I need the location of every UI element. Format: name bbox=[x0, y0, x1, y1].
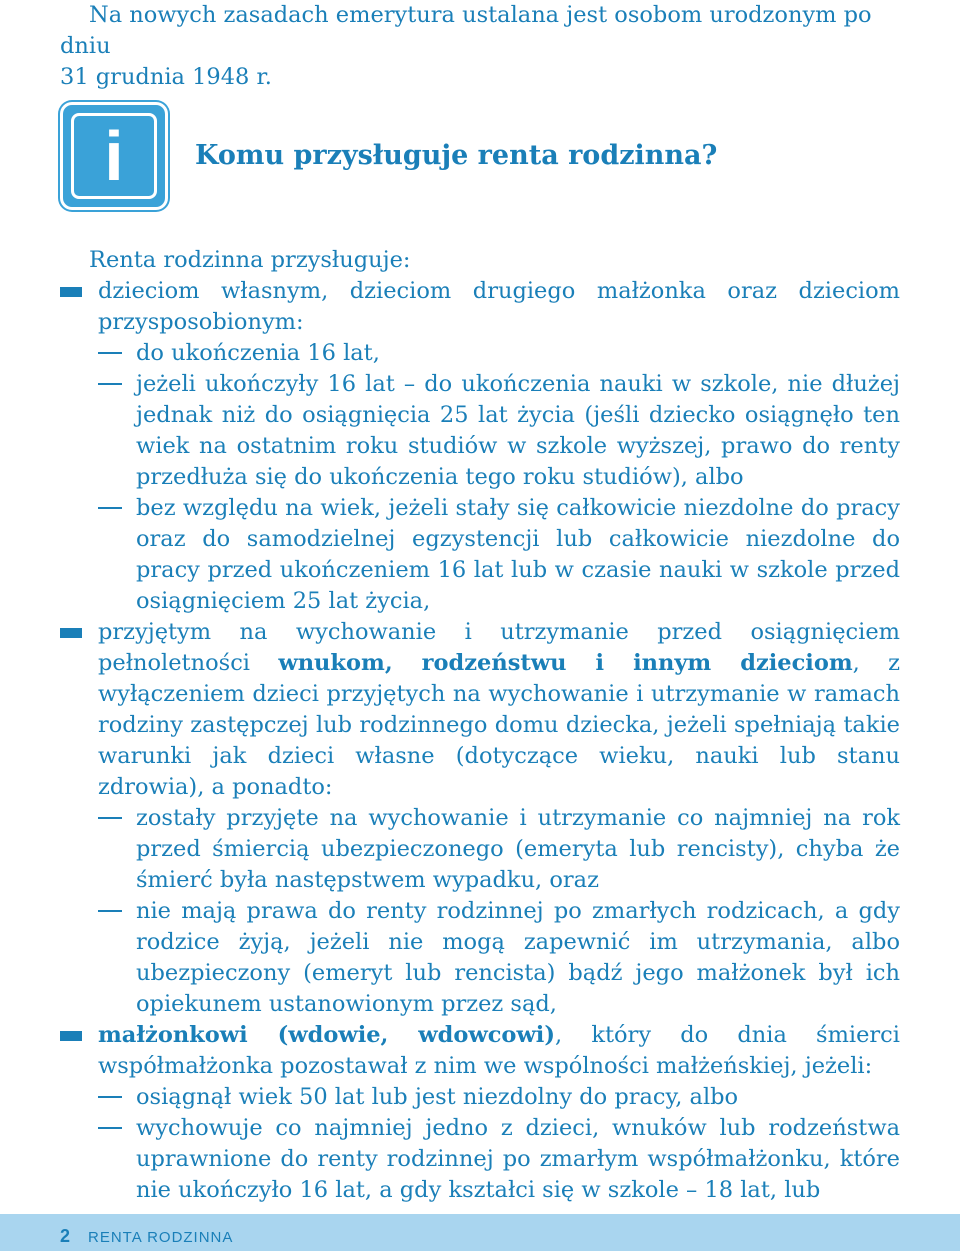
sub-item-text: bez względu na wiek, jeżeli stały się całkowicie niezdolne do pracy oraz do samodzielnej egzystencji lub całkowicie niezdolne do pracy przed ukończeniem 16 lat lub w czasie nauki w szkole przed osiągnięciem 25 lat życia, bbox=[136, 495, 900, 614]
list-item-text: małżonkowi (wdowie, wdowcowi), który do dnia śmierci współmałżonka pozostawał z nim we wspólności małżeńskiej, jeżeli: bbox=[98, 1022, 900, 1079]
dash-marker bbox=[98, 507, 122, 509]
sub-item-text: osiągnął wiek 50 lat lub jest niezdolny do pracy, albo bbox=[136, 1084, 739, 1110]
dash-marker bbox=[98, 910, 122, 912]
sub-item-text: jeżeli ukończyły 16 lat – do ukończenia nauki w szkole, nie dłużej jednak niż do osiągnięcia 25 lat życia (jeśli dziecko osiągnęło ten wiek na ostatnim roku studiów w szkole wyższej, prawo do renty przedłuża się do ukończenia tego roku studiów), albo bbox=[136, 371, 900, 490]
dash-marker bbox=[98, 1096, 122, 1098]
main-content bbox=[0, 245, 960, 1206]
sub-item bbox=[98, 896, 900, 1020]
sub-item-text: wychowuje co najmniej jedno z dzieci, wnuków lub rodzeństwa uprawnione do renty rodzinnej po zmarłym współmałżonku, które nie ukończyło 16 lat, a gdy kształci się w szkole – 18 lat, lub bbox=[136, 1115, 900, 1203]
page-footer bbox=[0, 1214, 960, 1251]
sub-item bbox=[98, 1113, 900, 1206]
sub-item-text: zostały przyjęte na wychowanie i utrzymanie co najmniej na rok przed śmiercią ubezpieczonego (emeryta lub rencisty), chyba że śmierć była następstwem wypadku, oraz bbox=[136, 805, 900, 893]
dash-marker bbox=[98, 352, 122, 354]
sub-item bbox=[98, 338, 900, 369]
list-item-text: dzieciom własnym, dzieciom drugiego małżonka oraz dzieciom przysposobionym: bbox=[98, 278, 900, 335]
dash-marker bbox=[98, 817, 122, 819]
list-item-grandchildren bbox=[0, 617, 900, 1020]
intro-paragraph bbox=[60, 0, 900, 93]
dash-marker bbox=[98, 383, 122, 385]
intro-line-2: 31 grudnia 1948 r. bbox=[60, 64, 272, 90]
info-glyph: i bbox=[104, 117, 124, 195]
sub-item bbox=[98, 369, 900, 493]
sub-item bbox=[98, 493, 900, 617]
sub-item bbox=[98, 803, 900, 896]
page-number: 2 bbox=[60, 1226, 71, 1246]
running-title: RENTA RODZINNA bbox=[88, 1229, 234, 1246]
bold-term: wnukom, rodzeństwu i innym dzieciom bbox=[278, 650, 853, 676]
section-heading: Komu przysługuje renta rodzinna? bbox=[195, 140, 718, 171]
bullet-marker bbox=[60, 628, 82, 638]
sub-item-text: do ukończenia 16 lat, bbox=[136, 340, 380, 366]
dash-marker bbox=[98, 1127, 122, 1129]
list-item-spouse bbox=[0, 1020, 900, 1206]
info-icon bbox=[60, 102, 168, 210]
sub-item bbox=[98, 1082, 900, 1113]
intro-line-1: Na nowych zasadach emerytura ustalana jest osobom urodzonym po dniu bbox=[60, 2, 872, 59]
bold-term: małżonkowi (wdowie, wdowcowi) bbox=[98, 1022, 555, 1048]
sub-item-text: nie mają prawa do renty rodzinnej po zmarłych rodzicach, a gdy rodzice żyją, jeżeli nie mogą zapewnić im utrzymania, albo ubezpieczony (emeryt lub rencista) bądź jego małżonek był ich opiekunem ustanowionym przez sąd, bbox=[136, 898, 900, 1017]
list-item-text: przyjętym na wychowanie i utrzymanie przed osiągnięciem pełnoletności wnukom, rodzeństwu i innym dzieciom, z wyłączeniem dzieci przyjętych na wychowanie i utrzymanie w ramach rodziny zastępczej lub rodzinnego domu dziecka, jeżeli spełniają takie warunki jak dzieci własne (dotyczące wieku, nauki lub stanu zdrowia), a ponadto: bbox=[98, 619, 900, 800]
bullet-marker bbox=[60, 287, 82, 297]
bullet-marker bbox=[60, 1031, 82, 1041]
list-item-children bbox=[0, 276, 900, 617]
lead-text: Renta rodzinna przysługuje: bbox=[89, 247, 411, 273]
